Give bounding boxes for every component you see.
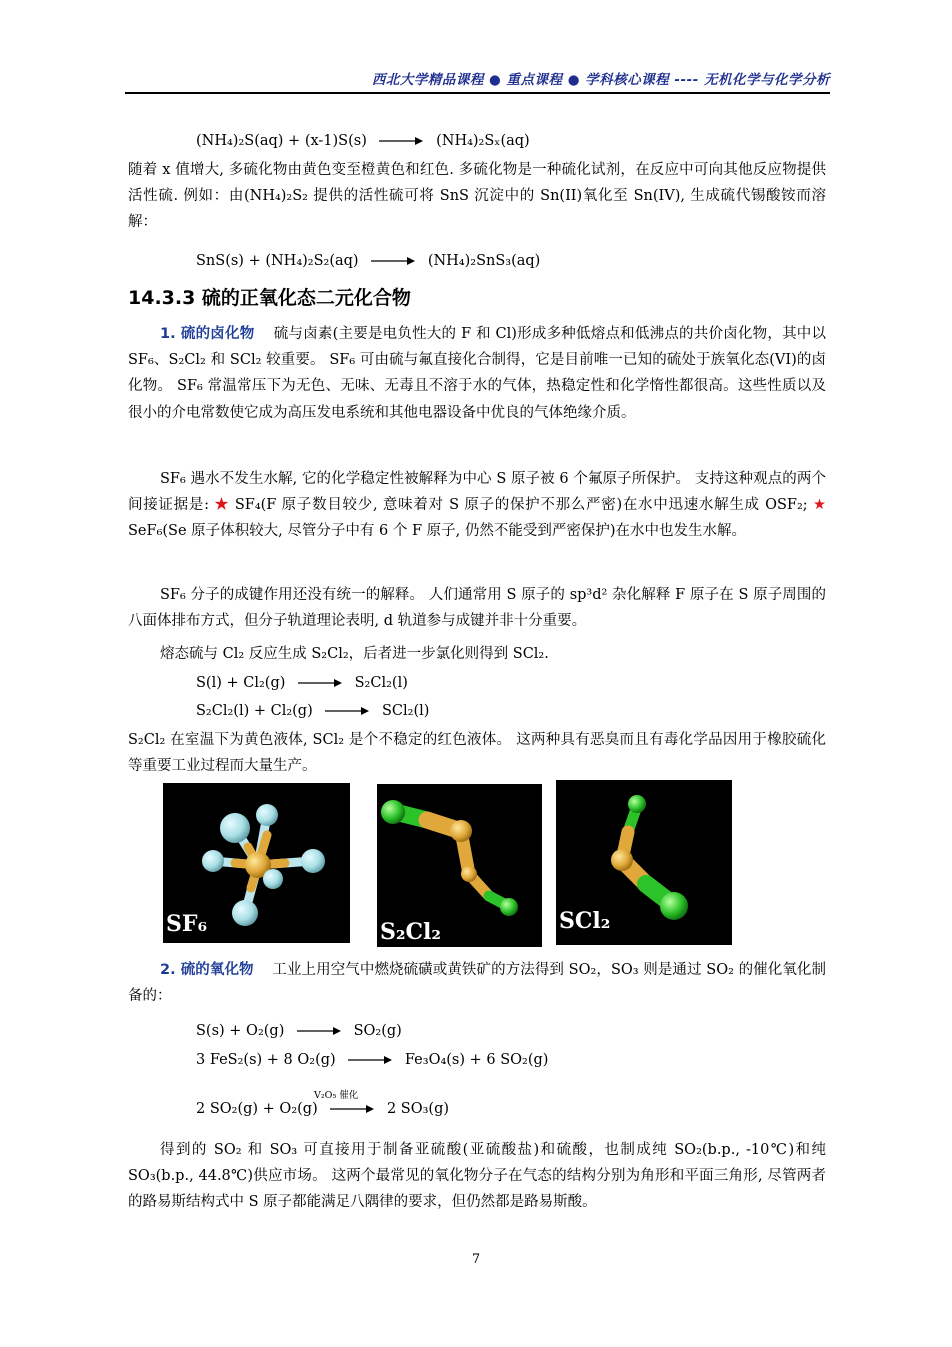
equation-so2-pyrite [196, 1050, 548, 1070]
sf6-molecule-image [163, 783, 350, 943]
equation-polysulfide [196, 131, 530, 151]
equation-sns [196, 251, 540, 271]
catalyst-label: V₂O₅ 催化 [314, 1090, 359, 1101]
paragraph-halides-text: 硫与卤素(主要是电负性大的 F 和 Cl)形成多种低熔点和低沸点的共价卤化物，其中以 SF₆、S₂Cl₂ 和 SCl₂ 较重要。 SF₆ 可由硫与氟直接化合制得，它是目前唯一已知的硫处于族氧化态(VI)的卤化物。 SF₆ 常温常压下为无色、无味、无毒且不溶于水的气体，热稳定性和化学惰性都很高。这些性质以及很小的介电常数使它成为高压发电系统和其他电器设备中优良的气体绝缘介质。 [128, 326, 827, 421]
equation-left: (NH₄)₂S(aq) + (x-1)S(s) [196, 133, 367, 149]
subsection-label-oxides: 2. 硫的氧化物 [160, 962, 254, 978]
page-number: 7 [471, 1252, 481, 1267]
sf6-hydrolysis-text-c: SeF₆(Se 原子体积较大, 尽管分子中有 6 个 F 原子, 仍然不能受到严密保护)在水中也发生水解。 [128, 523, 746, 540]
section-heading: 14.3.3 硫的正氧化态二元化合物 [128, 287, 411, 309]
paragraph-polysulfide: 随着 x 值增大, 多硫化物由黄色变至橙黄色和红色. 多硫化物是一种硫化试剂，在反应中可向其他反应物提供活性硫. 例如：由(NH₄)₂S₂ 提供的活性硫可将 SnS 沉淀中的 Sn(II)氧化至 Sn(IV), 生成硫代锡酸铵而溶解： [128, 162, 826, 231]
reaction-arrow-icon [297, 1026, 341, 1036]
reaction-arrow-icon [371, 256, 415, 266]
paragraph-oxides [128, 957, 826, 1009]
equation-s2cl2 [196, 673, 408, 693]
reaction-arrow-icon [330, 1104, 374, 1114]
equation-right: 2 SO₃(g) [386, 1101, 450, 1117]
equation-right: (NH₄)₂Sₓ(aq) [436, 133, 530, 149]
equation-right: (NH₄)₂SnS₃(aq) [427, 253, 541, 269]
equation-right: S₂Cl₂(l) [354, 675, 408, 691]
paragraph-oxides-text: 工业上用空气中燃烧硫磺或黄铁矿的方法得到 SO₂，SO₃ 则是通过 SO₂ 的催化氧化制备的： [128, 962, 826, 1005]
reaction-arrow-icon [298, 678, 342, 688]
paragraph-sf6-bonding: SF₆ 分子的成键作用还没有统一的解释。 人们通常用 S 原子的 sp³d² 杂化解释 F 原子在 S 原子周围的八面体排布方式，但分子轨道理论表明, d 轨道参与成键并非十分重要。 [128, 587, 826, 630]
header-rule [125, 92, 830, 94]
equation-left: S(l) + Cl₂(g) [196, 675, 286, 691]
equation-so3 [196, 1099, 449, 1119]
scl2-molecule-image [556, 780, 732, 945]
equation-scl2 [196, 701, 429, 721]
equation-so2-sulfur [196, 1021, 402, 1041]
equation-right: SCl₂(l) [381, 703, 430, 719]
star-icon: ★ [214, 497, 230, 514]
equation-right: SO₂(g) [353, 1023, 402, 1039]
equation-left: S₂Cl₂(l) + Cl₂(g) [196, 703, 313, 719]
sf6-hydrolysis-text-b: SF₄(F 原子数目较少, 意味着对 S 原子的保护不那么严密)在水中迅速水解生成 OSF₂; [229, 497, 813, 514]
s2cl2-label: S₂Cl₂ [380, 919, 442, 945]
paragraph-sf6-hydrolysis [128, 466, 826, 545]
scl2-label: SCl₂ [559, 908, 611, 934]
paragraph-chlorination: 熔态硫与 Cl₂ 反应生成 S₂Cl₂，后者进一步氯化则得到 SCl₂. [160, 646, 549, 662]
page-header: 西北大学精品课程 ● 重点课程 ● 学科核心课程 ---- 无机化学与化学分析 [371, 72, 830, 88]
reaction-arrow-icon [348, 1055, 392, 1065]
paragraph-oxides-use: 得到的 SO₂ 和 SO₃ 可直接用于制备亚硫酸(亚硫酸盐)和硫酸，也制成纯 SO₂(b.p., -10℃)和纯 SO₃(b.p., 44.8℃)供应市场。 这两个最常见的氧化物分子在气态的结构分别为角形和平面三角形, 尽管两者的路易斯结构式中 S 原子都能满足八隅律的要求，但仍然都是路易斯酸。 [128, 1142, 826, 1211]
sf6-label: SF₆ [166, 911, 208, 937]
equation-left: 3 FeS₂(s) + 8 O₂(g) [196, 1052, 336, 1068]
subsection-label-halides: 1. 硫的卤化物 [160, 326, 255, 342]
equation-left: 2 SO₂(g) + O₂(g) [196, 1101, 318, 1117]
paragraph-halides [128, 321, 826, 426]
reaction-arrow-icon [379, 136, 423, 146]
sf6-hydrolysis-text-a: SF₆ 遇水不发生水解, 它的化学稳定性被解释为中心 S 原子被 6 个氟原子所保护。 支持这种观点的两个间接证据是: [128, 471, 826, 514]
equation-right: Fe₃O₄(s) + 6 SO₂(g) [404, 1052, 549, 1068]
s2cl2-molecule-image [377, 784, 542, 947]
paragraph-chlorides: S₂Cl₂ 在室温下为黄色液体, SCl₂ 是个不稳定的红色液体。 这两种具有恶臭而且有毒化学品因用于橡胶硫化等重要工业过程而大量生产。 [128, 732, 826, 775]
equation-left: SnS(s) + (NH₄)₂S₂(aq) [196, 253, 359, 269]
star-icon: ★ [813, 497, 826, 514]
reaction-arrow-icon [325, 706, 369, 716]
equation-left: S(s) + O₂(g) [196, 1023, 285, 1039]
